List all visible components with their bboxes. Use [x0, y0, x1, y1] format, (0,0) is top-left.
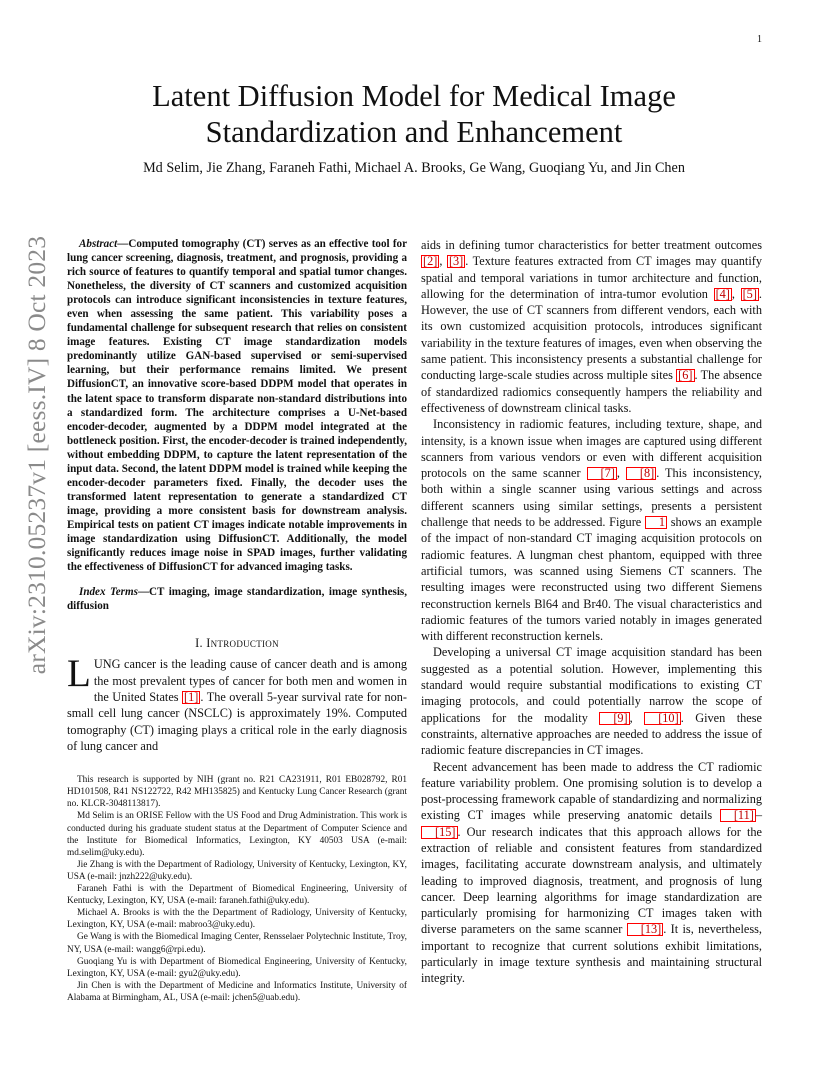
- body-text: . It is, nevertheless, important to recognize that current solutions exhibit limitations, particularly in image texture synthesis and maintaining structural integrity.: [421, 922, 762, 986]
- index-terms-text: —CT imaging, image standardization, image synthesis, diffusion: [67, 586, 407, 613]
- footnotes: [67, 774, 407, 1004]
- citation-link[interactable]: [15]: [421, 826, 458, 839]
- footnote-funding: This research is supported by NIH (grant no. R21 CA231911, R01 EB028792, R01 HD101508, R41 NS122722, R42 MH135825) and Kentucky Lung Cancer Research (grant no. KLCR-3048113817).: [67, 775, 407, 810]
- citation-link[interactable]: [9]: [599, 712, 629, 725]
- author-list: Md Selim, Jie Zhang, Faraneh Fathi, Michael A. Brooks, Ge Wang, Guoqiang Yu, and Jin Chen: [143, 160, 685, 176]
- citation-link[interactable]: [10]: [644, 712, 681, 725]
- body-text: Inconsistency in radiomic features, including texture, shape, and intensity, is a known issue when images are captured using different scanners from various vendors or even with different acquisition protocols on the same scanner: [421, 417, 762, 481]
- footnote-author: Michael A. Brooks is with the the Department of Radiology, University of Kentucky, Lexington, KY, USA (e-mail: mabroo3@uky.edu).: [67, 908, 407, 931]
- body-paragraph: [421, 759, 762, 987]
- footnote-author: Md Selim is an ORISE Fellow with the US Food and Drug Administration. This work is conducted during his graduate student status at the Department of Computer Science and the Institute for Biomedical Informatics, Lexington, KY 40503 USA (e-mail: md.selim@uky.edu).: [67, 811, 407, 858]
- footnote-author: Jie Zhang is with the Department of Radiology, University of Kentucky, Lexington, KY, USA (e-mail: jnzh222@uky.edu).: [67, 859, 407, 882]
- body-text: –: [755, 808, 762, 823]
- body-text: ,: [629, 710, 645, 725]
- citation-link[interactable]: [8]: [626, 467, 656, 480]
- figure-link[interactable]: 1: [645, 516, 667, 529]
- footnote-author: Faraneh Fathi is with the Department of Biomedical Engineering, University of Kentucky, Lexington, KY, USA (e-mail: faraneh.fathi@uky.edu).: [67, 884, 407, 907]
- arxiv-stamp-text: arXiv:2310.05237v1 [eess.IV] 8 Oct 2023: [22, 235, 51, 675]
- body-text: Recent advancement has been made to address the CT radiomic feature variability problem. One promising solution is to develop a post-processing framework capable of standardizing and normalizing existing CT images while preserving anatomic details: [421, 759, 762, 823]
- body-paragraph: [421, 237, 762, 416]
- citation-link[interactable]: [1]: [184, 690, 199, 705]
- body-text: . However, the use of CT scanners from different vendors, each with its own customized acquisition protocols, introduces significant variability in the texture features of images, even when observing the same patient. This inconsistency presents a substantial challenge for conducting large-scale studies across multiple sites: [421, 286, 762, 383]
- citation-link[interactable]: [13]: [627, 923, 664, 936]
- body-text: . Given these constraints, alternative approaches are needed to address the issue of radiomic feature discrepancies in CT images.: [421, 710, 762, 758]
- body-text: Developing a universal CT image acquisition standard has been suggested as a potential solution. However, implementing this standard would require substantial modifications to existing CT imaging protocols, and could potentially narrow the scope of applications for the modality: [421, 645, 762, 725]
- citation-link[interactable]: [2]: [423, 254, 438, 269]
- citation-link[interactable]: [4]: [715, 286, 730, 301]
- body-text: . Texture features extracted from CT images may quantify spatial and temporal variations in tumor architecture and function, allowing for the determination of intra-tumor evolution: [421, 254, 762, 301]
- body-text: shows an example of the impact of non-standard CT imaging acquisition protocols on radiomic features. A lungman chest phantom, equipped with three artificial tumors, was scanned using Siemens CT scanners. The resulting images were reconstructed using two different Siemens reconstruction kernels Bl64 and Br40. The visual characteristics and radiomic features of the tumors varied notably in images generated with different reconstruction kernels.: [421, 515, 763, 644]
- footnote-author: Jin Chen is with the Department of Medicine and Informatics Institute, University of Alabama at Birmingham, AL, USA (e-mail: jchen5@uab.edu).: [67, 980, 407, 1003]
- intro-paragraph: [67, 652, 407, 754]
- paper-title: [90, 78, 738, 150]
- citation-link[interactable]: [3]: [448, 254, 464, 269]
- body-text: . This inconsistency, both within a single scanner using various settings and across different scanners using similar settings, presents a persistent challenge that needs to be addressed. Figure: [421, 466, 762, 530]
- body-text: aids in defining tumor characteristics for better treatment outcomes: [421, 238, 762, 252]
- title-line-1: Latent Diffusion Model for Medical Image: [152, 79, 676, 113]
- left-column: [67, 237, 407, 1004]
- body-text: ,: [731, 286, 741, 301]
- right-column: [421, 237, 762, 987]
- abstract-text: —Computed tomography (CT) serves as an effective tool for lung cancer screening, diagnosis, treatment, and prognosis, providing a rich source of features to quantify temporal and spatial tumor changes. Nonetheless, the diversity of CT scanners and customized acquisition protocols can introduce significant inconsistencies in texture features, even when assessing the same patient. This variability poses a fundamental challenge for subsequent research that relies on consistent image features. Existing CT image standardization models predominantly utilize GAN-based supervised or semi-supervised learning, but their performance remains limited. We present DiffusionCT, an innovative score-based DDPM model that operates in the latent space to transform disparate non-standard distributions into a standardized form. The architecture comprises a U-Net-based encoder-decoder, augmented by a DDPM model integrated at the bottleneck position. First, the encoder-decoder is trained independently, without embedding DDPM, to capture the latent representation of the input data. Second, the latent DDPM model is trained while keeping the encoder-decoder parameters fixed. Finally, the decoder uses the transformed latent representation to generate a standardized CT image, providing a more consistent basis for downstream analysis. Empirical tests on patient CT images indicate notable improvements in image standardization using DiffusionCT. Additionally, the model significantly reduces image noise in SPAD images, further validating the effectiveness of DiffusionCT for advanced imaging tasks.: [67, 238, 407, 574]
- body-paragraph: [421, 644, 762, 758]
- body-text: . The absence of standardized radiomics consequently hampers the reliability and effectiveness of downstream clinical tasks.: [421, 368, 762, 415]
- page-number: 1: [757, 34, 762, 45]
- index-terms-label: Index Terms: [79, 586, 138, 599]
- abstract: [67, 237, 407, 574]
- body-text: ,: [439, 254, 447, 269]
- index-terms: [67, 585, 407, 613]
- abstract-label: Abstract: [79, 238, 118, 250]
- footnote-author: Guoqiang Yu is with Department of Biomedical Engineering, University of Kentucky, Lexington, KY, USA (e-mail: gyu2@uky.edu).: [67, 956, 407, 979]
- citation-link[interactable]: [7]: [587, 467, 617, 480]
- citation-link[interactable]: [11]: [720, 809, 756, 822]
- intro-text-first: UNG cancer is the leading cause of cancer death and is among the most prevalent types of cancer for both men and women in the United States: [93, 657, 407, 705]
- citation-link[interactable]: [5]: [742, 286, 757, 301]
- section-heading-introduction: I. Introduction: [195, 636, 279, 651]
- footnote-author: Ge Wang is with the Biomedical Imaging Center, Rensselaer Polytechnic Institute, Troy, NY, USA (e-mail: wangg6@rpi.edu).: [67, 932, 407, 955]
- drop-cap: L: [67, 652, 91, 696]
- citation-link[interactable]: [6]: [678, 368, 693, 383]
- body-paragraph: [421, 416, 762, 644]
- title-line-2: Standardization and Enhancement: [205, 115, 623, 149]
- body-text: . Our research indicates that this approach allows for the extraction of reliable and consistent features from standardized images, facilitating accurate downstream analysis, and ultimately leading to improved diagnosis, treatment, and prognosis of lung cancer. Deep learning algorithms for image standardization are particularly promising for harmonizing CT images taken with diverse parameters on the same scanner: [421, 824, 762, 937]
- body-text: ,: [616, 466, 626, 481]
- intro-text-rest: . The overall 5-year survival rate for non-small cell lung cancer (NSCLC) is approximately 19%. Computed tomography (CT) imaging plays a critical role in the early diagnosis of lung cancer and: [67, 690, 407, 753]
